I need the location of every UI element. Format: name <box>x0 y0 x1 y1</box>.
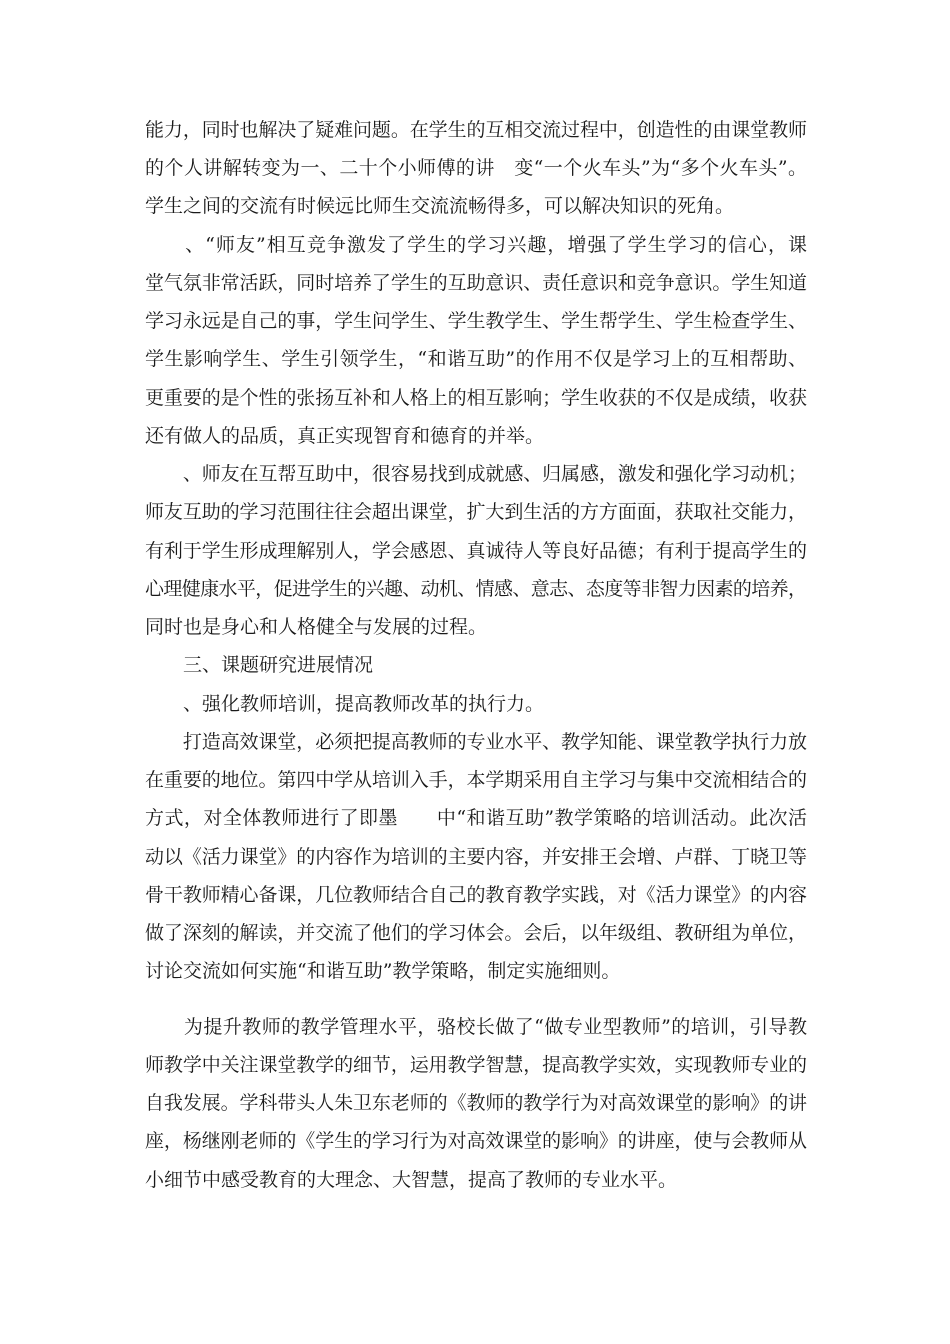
text-line: 讨论交流如何实施“和谐互助”教学策略，制定实施细则。 <box>145 960 621 982</box>
text-line: 、师友在互帮互助中，很容易找到成就感、归属感，激发和强化学习动机； <box>145 463 807 485</box>
text-line: 小细节中感受教育的大理念、大智慧，提高了教师的专业水平。 <box>145 1169 678 1191</box>
text-line: 学习永远是自己的事，学生问学生、学生教学生、学生帮学生、学生检查学生、 <box>145 310 807 332</box>
text-line: 心理健康水平，促进学生的兴趣、动机、情感、意志、态度等非智力因素的培养， <box>145 578 807 600</box>
text-line: 在重要的地位。第四中学从培训入手，本学期采用自主学习与集中交流相结合的 <box>145 769 807 791</box>
text-line: 更重要的是个性的张扬互补和人格上的相互影响；学生收获的不仅是成绩，收获 <box>145 387 807 409</box>
subsection-heading: 、强化教师培训，提高教师改革的执行力。 <box>145 693 545 715</box>
text-line: 做了深刻的解读，并交流了他们的学习体会。会后，以年级组、教研组为单位， <box>145 922 807 944</box>
text-line: 能力，同时也解决了疑难问题。在学生的互相交流过程中，创造性的由课堂教师 <box>145 119 807 141</box>
text-line: 学生影响学生、学生引领学生，“和谐互助”的作用不仅是学习上的互相帮助、 <box>145 348 808 370</box>
text-line: 师教学中关注课堂教学的细节，运用教学智慧，提高教学实效，实现教师专业的 <box>145 1054 807 1076</box>
text-line: 方式，对全体教师进行了即墨 中“和谐互助”教学策略的培训活动。此次活 <box>145 807 808 829</box>
text-line: 还有做人的品质，真正实现智育和德育的并举。 <box>145 425 545 447</box>
text-line: 座，杨继刚老师的《学生的学习行为对高效课堂的影响》的讲座，使与会教师从 <box>145 1130 807 1152</box>
text-line: 堂气氛非常活跃，同时培养了学生的互助意识、责任意识和竞争意识。学生知道 <box>145 272 807 294</box>
text-line: 打造高效课堂，必须把提高教师的专业水平、教学知能、课堂教学执行力放 <box>145 731 807 753</box>
text-line: 同时也是身心和人格健全与发展的过程。 <box>145 616 488 638</box>
text-line: 师友互助的学习范围往往会超出课堂，扩大到生活的方方面面，获取社交能力， <box>145 501 807 523</box>
section-heading: 三、课题研究进展情况 <box>145 654 374 676</box>
text-line: 动以《活力课堂》的内容作为培训的主要内容，并安排王会增、卢群、丁晓卫等 <box>145 846 807 868</box>
text-line: 自我发展。学科带头人朱卫东老师的《教师的教学行为对高效课堂的影响》的讲 <box>145 1092 807 1114</box>
text-line: 学生之间的交流有时候远比师生交流流畅得多，可以解决知识的死角。 <box>145 195 735 217</box>
text-line: 为提升教师的教学管理水平，骆校长做了“做专业型教师”的培训，引导教 <box>145 1016 808 1038</box>
text-line: 有利于学生形成理解别人，学会感恩、真诚待人等良好品德；有利于提高学生的 <box>145 540 807 562</box>
text-line: 的个人讲解转变为一、二十个小师傅的讲 变“一个火车头”为“多个火车头”。 <box>145 157 808 179</box>
text-line: 骨干教师精心备课，几位教师结合自己的教育教学实践，对《活力课堂》的内容 <box>145 884 807 906</box>
text-line: 、“师友”相互竞争激发了学生的学习兴趣，增强了学生学习的信心，课 <box>145 234 809 256</box>
